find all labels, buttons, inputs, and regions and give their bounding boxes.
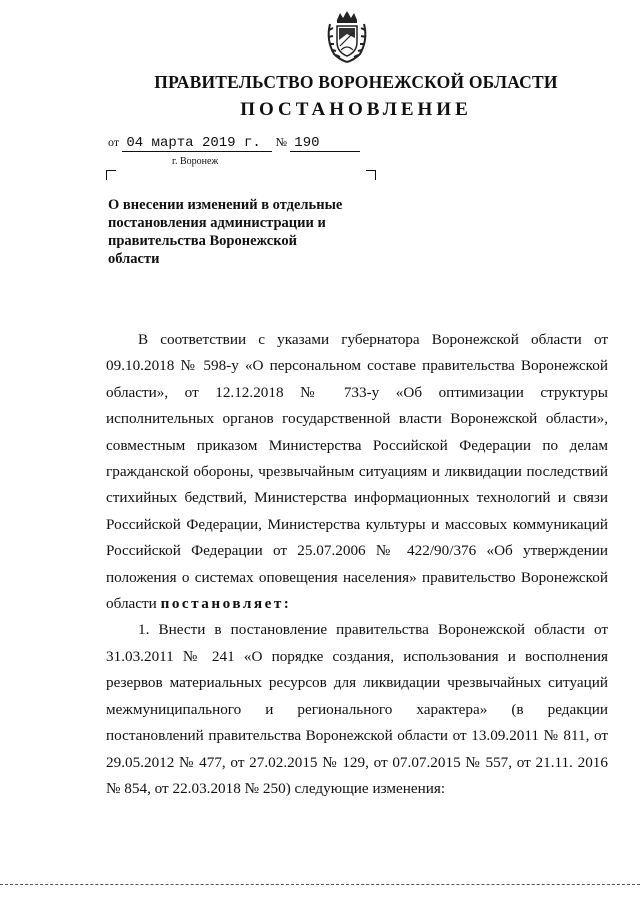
subject-corner-right bbox=[366, 170, 376, 180]
subject-line: области bbox=[108, 251, 160, 267]
document-type: ПОСТАНОВЛЕНИЕ bbox=[240, 99, 472, 120]
resolve-word: постановляет: bbox=[160, 595, 292, 613]
document-number: 190 bbox=[290, 135, 360, 152]
date-number-line bbox=[108, 134, 360, 152]
subject-line: постановления администрации и bbox=[108, 215, 326, 231]
number-prefix: № bbox=[275, 135, 288, 149]
coat-of-arms-icon bbox=[324, 10, 370, 64]
place-of-issue: г. Воронеж bbox=[172, 156, 219, 167]
document-date: 04 марта 2019 г. bbox=[122, 135, 272, 152]
subject-line: правительства Воронежской bbox=[108, 233, 297, 249]
subject-line: О внесении изменений в отдельные bbox=[108, 197, 343, 213]
date-prefix: от bbox=[108, 135, 120, 149]
government-title: ПРАВИТЕЛЬСТВО ВОРОНЕЖСКОЙ ОБЛАСТИ bbox=[154, 72, 558, 92]
item-1-paragraph: 1. Внести в постановление правительства Воронежской области от 31.03.2011 № 241 «О порядке создания, использования и восполнения резервов материальных ресурсов для ликвидации чрезвычайных ситуаций межмуниципального и регионального характера» (в редакции постановлений правительства Воронежской области от 13.09.2011 № 811, от 29.05.2012 № 477, от 27.02.2015 № 129, от 07.07.2015 № 557, от 21.11. 2016 № 854, от 22.03.2018 № 250) следующие изменения: bbox=[106, 621, 608, 797]
preamble-paragraph bbox=[106, 327, 608, 617]
page-bottom-rule bbox=[0, 884, 640, 885]
subject-corner-left bbox=[106, 170, 116, 180]
document-body bbox=[106, 327, 608, 802]
preamble-text: В соответствии с указами губернатора Воронежской области от 09.10.2018 № 598-у «О персональном составе правительства Воронежской области», от 12.12.2018 № 733-у «Об оптимизации структуры исполнительных органов государственной власти Воронежской области», совместным приказом Министерства Российской Федерации по делам гражданской обороны, чрезвычайным ситуациям и ликвидации последствий стихийных бедствий, Министерства информационных технологий и связи Российской Федерации, Министерства культуры и массовых коммуникаций Российской Федерации от 25.07.2006 № 422/90/376 «Об утверждении положения о системах оповещения населения» правительство Воронежской области bbox=[106, 331, 608, 613]
document-subject bbox=[108, 196, 368, 268]
